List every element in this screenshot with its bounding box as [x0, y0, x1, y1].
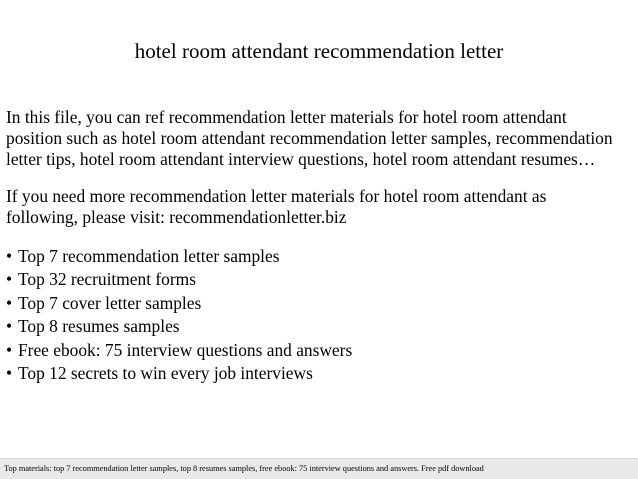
more-info-paragraph: If you need more recommendation letter materials for hotel room attendant as following, please visit: recommendationletter.biz [6, 186, 547, 227]
list-item [6, 292, 634, 315]
list-item-text: Top 12 secrets to win every job interviews [18, 363, 313, 384]
list-item-text: Top 8 resumes samples [18, 316, 180, 337]
bullet-marker: • [6, 363, 13, 384]
bullet-marker: • [6, 339, 13, 360]
list-item-text: Free ebook: 75 interview questions and answers [18, 339, 353, 360]
list-item-text: Top 32 recruitment forms [18, 269, 196, 290]
bullet-marker: • [6, 269, 13, 290]
bullet-marker: • [6, 246, 13, 266]
list-item-text: Top 7 recommendation letter samples [18, 246, 280, 266]
bullet-marker: • [6, 316, 13, 337]
bullet-list [6, 245, 634, 385]
list-item [6, 245, 634, 268]
list-item [6, 315, 634, 338]
page-title: hotel room attendant recommendation letter [134, 39, 504, 63]
list-item [6, 339, 634, 362]
list-item-text: Top 7 cover letter samples [18, 292, 202, 313]
list-item [6, 268, 634, 291]
bullet-marker: • [6, 292, 13, 313]
intro-paragraph: In this file, you can ref recommendation letter materials for hotel room attendant position such as hotel room attendant recommendation letter samples, recommendation letter tips, hotel room attendant interview questions, hotel room attendant resumes… [6, 107, 613, 169]
list-item [6, 362, 634, 385]
footer-bar: Top materials: top 7 recommendation letter samples, top 8 resumes samples, free ebook: 75 interview questions and answers. Free pdf download [0, 458, 638, 479]
